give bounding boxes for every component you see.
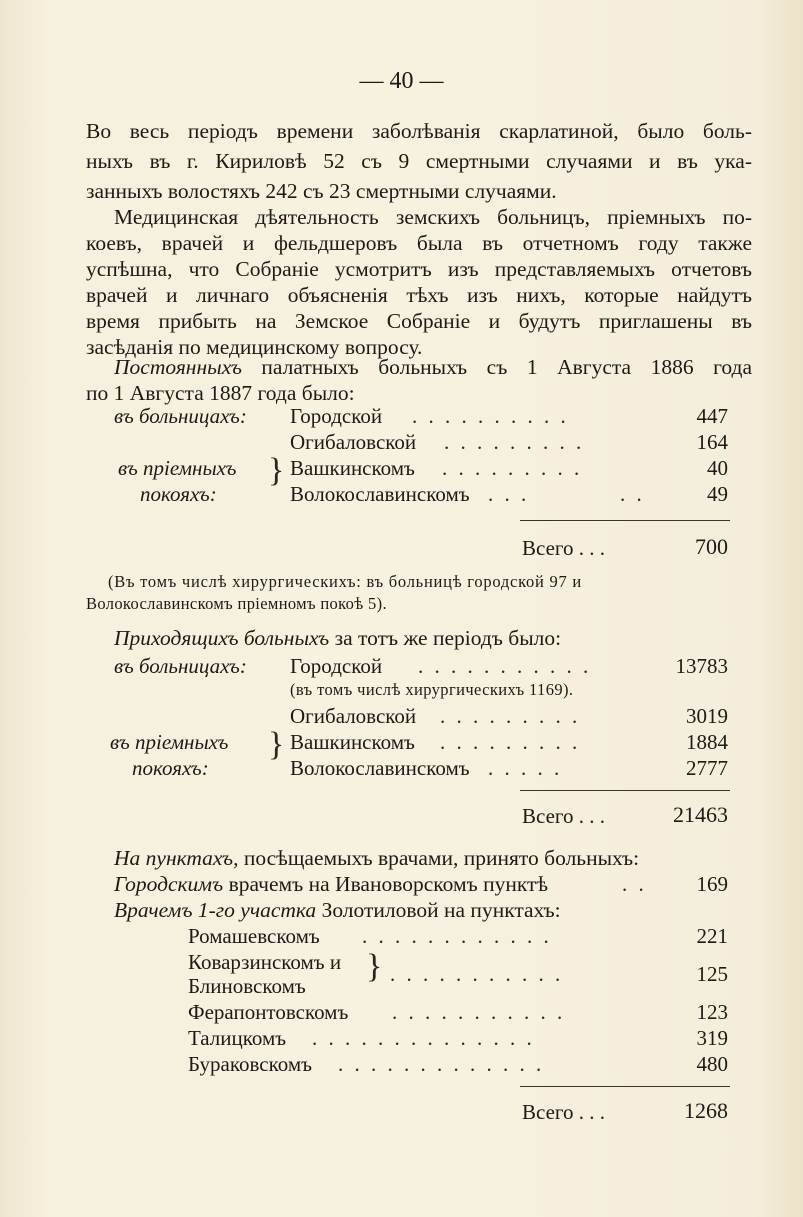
section-3-row-value: 125	[696, 962, 728, 986]
section-1-row-name: Волокославинскомъ	[290, 482, 470, 506]
section-3-row-name: Талицкомъ	[188, 1026, 287, 1050]
paragraph-2-line-6: засѣданія по медицинскому вопросу.	[86, 335, 423, 359]
section-2-label-reception-2: покояхъ:	[132, 756, 209, 780]
section-2-label-hospitals: въ больницахъ:	[114, 654, 247, 678]
section-2-row-name: Городской	[290, 654, 383, 678]
leader-dots: . . . . . . . . . . .	[418, 654, 592, 678]
leader-dots: . . . . . . . . . . . . . .	[312, 1026, 535, 1050]
section-1-row-value: 447	[696, 404, 728, 428]
leader-dots: . . . . . . . . . .	[412, 404, 569, 428]
paragraph-1-line-1: Во весь періодъ времени заболѣванія скарлатиной, было боль-	[86, 119, 752, 143]
section-3-row-value: 319	[696, 1026, 728, 1050]
section-2-row-name: Волокославинскомъ	[290, 756, 470, 780]
section-3-line-2	[114, 872, 548, 897]
section-3-row-name: Коварзинскомъ и	[188, 950, 342, 974]
brace: }	[268, 726, 285, 763]
section-1-row-name: Вашкинскомъ	[290, 456, 415, 480]
section-2-total-label: Всего . . .	[522, 804, 605, 828]
leader-dots: . . .	[488, 482, 530, 506]
leader-dots: . . . . .	[488, 756, 563, 780]
brace: }	[366, 948, 383, 985]
paragraph-2-line-4: врачей и личнаго объясненія тѣхъ изъ нихъ, которые найдутъ	[86, 283, 752, 307]
section-1-row-value: 164	[696, 430, 728, 454]
section-2-total-value: 21463	[673, 802, 728, 827]
section-2-row-note: (въ томъ числѣ хирургическихъ 1169).	[290, 680, 574, 699]
sum-rule	[520, 790, 730, 791]
leader-dots: . . . . . . . . . . .	[390, 962, 564, 986]
section-1-row-name: Городской	[290, 404, 383, 428]
section-2-label-reception-1: въ пріемныхъ	[110, 730, 229, 754]
section-3-line-1-italic: На пунктахъ,	[114, 846, 239, 870]
section-3-row-name: Блиновскомъ	[188, 974, 306, 998]
section-2-row-value: 2777	[686, 756, 728, 780]
section-3-total-value: 1268	[684, 1098, 728, 1123]
section-3-line-2-value: 169	[696, 872, 728, 896]
section-1-row-value: 49	[707, 482, 728, 506]
sum-rule	[520, 1086, 730, 1087]
paragraph-1-line-3: занныхъ волостяхъ 242 съ 23 смертными случаями.	[86, 179, 557, 203]
section-2-row-name: Вашкинскомъ	[290, 730, 415, 754]
leader-dots: . . . . . . . . . . . .	[362, 924, 552, 948]
section-1-row-value: 40	[707, 456, 728, 480]
sum-rule	[520, 520, 730, 521]
section-2-row-value: 13783	[675, 654, 728, 678]
section-2-heading-italic: Приходящихъ больныхъ	[114, 626, 330, 650]
section-1-total-label: Всего . . .	[522, 536, 605, 560]
paragraph-2-line-3: успѣшна, что Собраніе усмотритъ изъ представляемыхъ отчетовъ	[86, 257, 752, 281]
section-3-line-3	[114, 898, 561, 923]
paragraph-2-line-5: время прибыть на Земское Собраніе и будутъ приглашены въ	[86, 309, 752, 333]
paragraph-2-line-1: Медицинская дѣятельность земскихъ больницъ, пріемныхъ по-	[114, 205, 752, 229]
section-1-label-hospitals: въ больницахъ:	[114, 404, 247, 428]
section-3-row-value: 480	[696, 1052, 728, 1076]
leader-dots: . . . . . . . . . . .	[392, 1000, 566, 1024]
section-2-heading-rest: за тотъ же періодъ было:	[329, 626, 562, 650]
section-1-heading-line-2: по 1 Августа 1887 года было:	[86, 381, 355, 405]
section-1-total-value: 700	[695, 534, 728, 559]
section-3-row-name: Ферапонтовскомъ	[188, 1000, 349, 1024]
section-3-line-3-italic: Врачемъ 1-го участка	[114, 898, 317, 922]
section-1-label-reception-2: покояхъ:	[140, 482, 217, 506]
section-3-line-1-rest: посѣщаемыхъ врачами, принято больныхъ:	[238, 846, 640, 870]
section-3-row-name: Ромашевскомъ	[188, 924, 320, 948]
section-3-line-2-rest: врачемъ на Ивановорскомъ пунктѣ	[223, 872, 549, 896]
section-2-heading	[114, 626, 561, 651]
paragraph-1-line-2: ныхъ въ г. Кириловѣ 52 съ 9 смертными случаями и въ ука-	[86, 149, 752, 173]
section-3-row-value: 123	[696, 1000, 728, 1024]
section-3-line-2-italic: Городскимъ	[114, 872, 224, 896]
section-2-row-value: 3019	[686, 704, 728, 728]
section-1-row-name: Огибаловской	[290, 430, 417, 454]
section-3-total-label: Всего . . .	[522, 1100, 605, 1124]
section-1-heading-italic: Постоянныхъ	[114, 355, 242, 379]
leader-dots: . . . . . . . . .	[440, 730, 581, 754]
section-2-row-name: Огибаловской	[290, 704, 417, 728]
leader-dots: . . . . . . . . . . . . .	[338, 1052, 545, 1076]
section-3-row-name: Бураковскомъ	[188, 1052, 312, 1076]
section-3-line-2-dots: . .	[622, 872, 647, 896]
section-1-note-line-1: (Въ томъ числѣ хирургическихъ: въ больницѣ городской 97 и	[108, 572, 582, 591]
section-1-heading-rest: палатныхъ больныхъ съ 1 Августа 1886 года	[241, 355, 752, 379]
section-3-row-value: 221	[696, 924, 728, 948]
section-1-heading	[114, 354, 752, 380]
section-1-label-reception-1: въ пріемныхъ	[118, 456, 237, 480]
section-1-note-line-2: Волокославинскомъ пріемномъ покоѣ 5).	[86, 594, 387, 613]
section-3-line-3-rest: Золотиловой на пунктахъ:	[316, 898, 561, 922]
section-2-row-value: 1884	[686, 730, 728, 754]
leader-dots: . . . . . . . . .	[440, 704, 581, 728]
leader-dots: . .	[620, 482, 645, 506]
paragraph-2-line-2: коевъ, врачей и фельдшеровъ была въ отчетномъ году также	[86, 231, 752, 255]
leader-dots: . . . . . . . . .	[442, 456, 583, 480]
brace: }	[268, 452, 285, 489]
page-number: — 40 —	[359, 68, 444, 94]
section-3-line-1	[114, 846, 639, 871]
leader-dots: . . . . . . . . .	[444, 430, 585, 454]
